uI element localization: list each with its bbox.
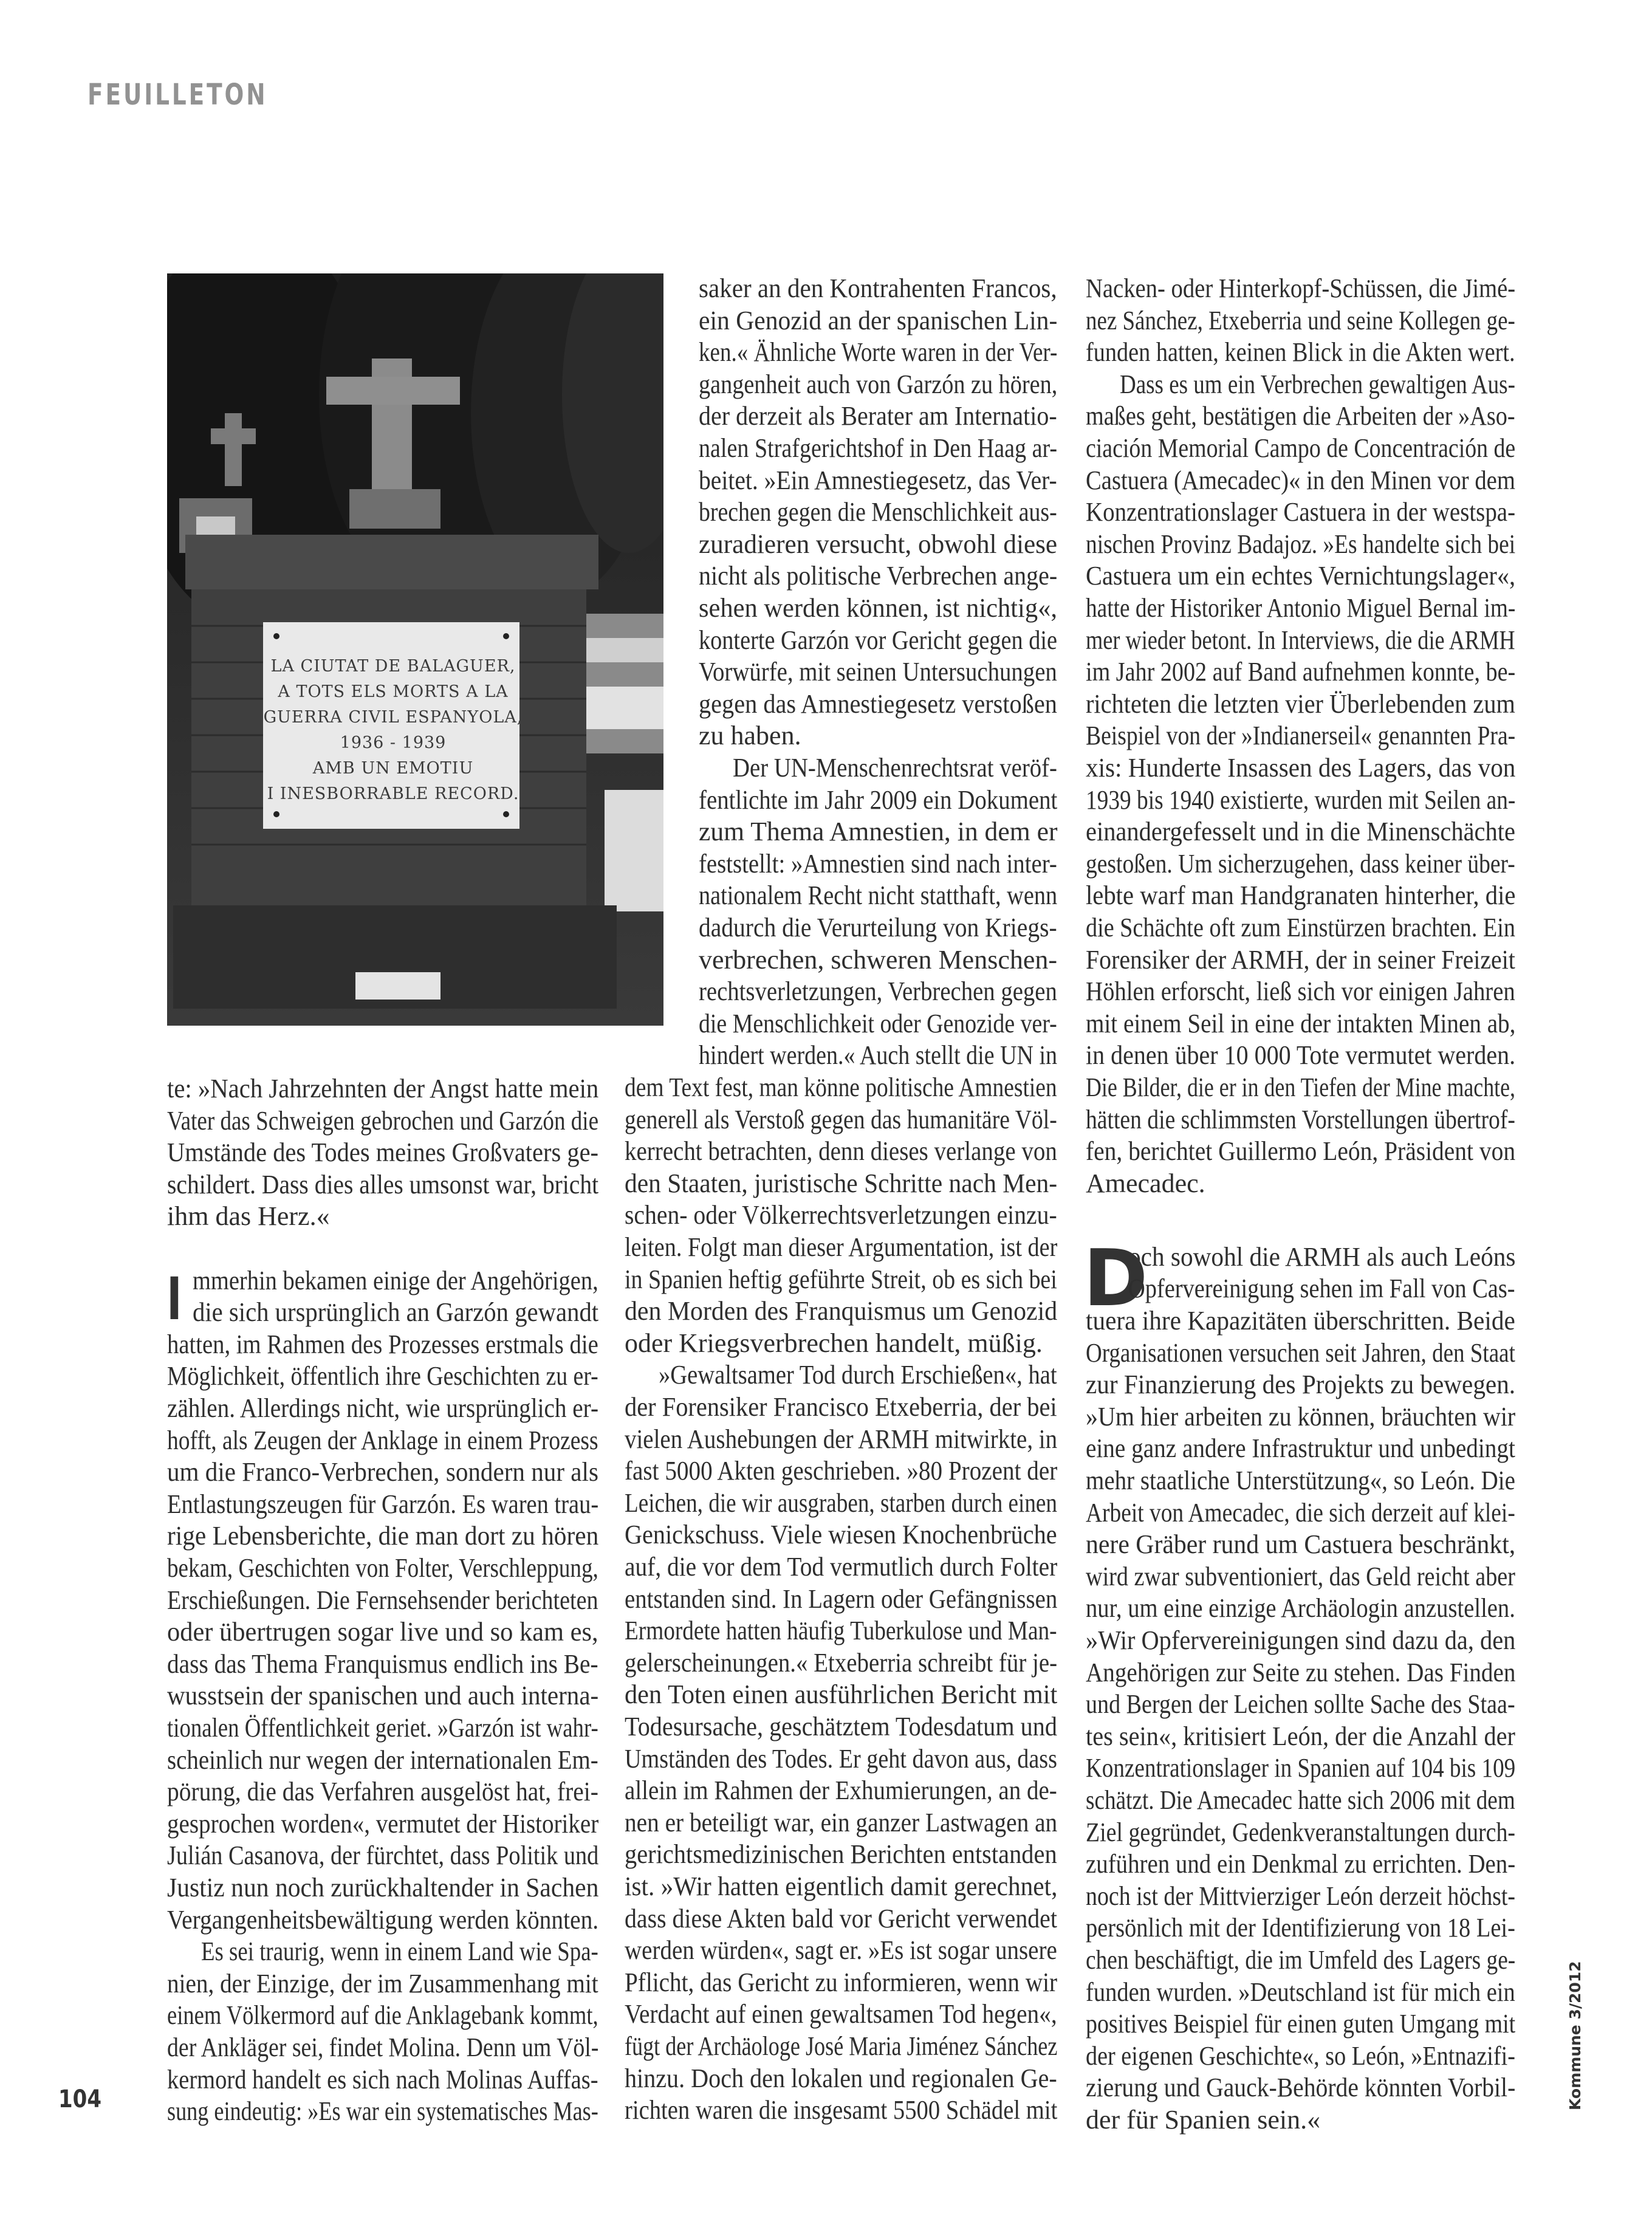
text-line: Ziel gegründet, Gedenkveranstaltungen durch- (1086, 1817, 1516, 1847)
text-line: sung eindeutig: »Es war ein systematisches Mas- (167, 2096, 598, 2127)
text-line: allein im Rahmen der Exhumierungen, an de- (625, 1775, 1057, 1806)
page-number: 104 (58, 2085, 101, 2113)
text-line: den Toten einen ausführlichen Bericht mit (625, 1679, 1058, 1710)
text-line: hinzu. Doch den lokalen und regionalen Ge- (625, 2063, 1057, 2093)
text-line: verbrechen, schweren Menschen- (699, 944, 1058, 975)
text-line: gegen das Amnestiegesetz verstoßen (699, 688, 1057, 719)
text-line: Todesursache, geschätztem Todesdatum und (625, 1712, 1057, 1741)
text-line: kerrecht betrachten, denn dieses verlange von (625, 1136, 1057, 1167)
text-line: dadurch die Verurteilung von Kriegs- (699, 913, 1057, 942)
text-line: zuführen und ein Denkmal zu errichten. Den- (1086, 1849, 1516, 1879)
text-line: zu haben. (699, 721, 801, 751)
text-line: hatten, im Rahmen des Prozesses erstmals die (167, 1329, 598, 1359)
text-line: mehr staatliche Unterstützung«, so León. Die (1086, 1465, 1515, 1495)
text-line: mmerhin bekamen einige der Angehörigen, (193, 1265, 598, 1295)
text-line: und Bergen der Leichen sollte Sache des Staa- (1086, 1689, 1515, 1720)
text-line: nationalem Recht nicht statthaft, wenn (699, 880, 1058, 911)
plaque-line: LA CIUTAT DE BALAGUER, (270, 657, 516, 676)
text-line: xis: Hunderte Insassen des Lagers, das von (1086, 753, 1516, 783)
text-line: den Morden des Franquismus um Genozid (625, 1296, 1058, 1326)
text-line: generell als Verstoß gegen das humanitäre Völ- (625, 1104, 1057, 1134)
text-line: auf, die vor dem Tod vermutlich durch Folter (625, 1552, 1058, 1582)
text-line: gerichtsmedizinischen Berichten entstanden (625, 1839, 1057, 1870)
text-line: die Menschlichkeit oder Genozide ver- (699, 1008, 1057, 1038)
text-line: fügt der Archäologe José Maria Jiménez Sánchez (625, 2031, 1058, 2061)
text-line: werden würden«, sagt er. »Es ist sogar unsere (625, 1935, 1057, 1966)
text-line: zierung und Gauck-Behörde könnten Vorbil- (1086, 2073, 1516, 2103)
cemetery-photo-illustration (167, 273, 663, 1026)
text-line: chen beschäftigt, die im Umfeld des Lagers ge- (1086, 1944, 1516, 1975)
text-line: richteten die letzten vier Überlebenden zum (1086, 688, 1515, 719)
plaque-line: GUERRA CIVIL ESPANYOLA, (263, 708, 523, 727)
text-line: nicht als politische Verbrechen ange- (699, 561, 1058, 591)
text-line: wird zwar subventioniert, das Geld reicht aber (1086, 1561, 1515, 1591)
issue-label: Kommune 3/2012 (1566, 1961, 1584, 2110)
text-line: tes sein«, kritisiert León, der die Anzahl der (1086, 1721, 1515, 1751)
text-line: funden hatten, keinen Blick in die Akten wert. (1086, 337, 1515, 368)
text-line: wusstsein der spanischen und auch interna- (167, 1681, 599, 1711)
text-line: Es sei traurig, wenn in einem Land wie Spa- (201, 1936, 598, 1967)
text-line: ein Genozid an der spanischen Lin- (699, 305, 1058, 335)
memorial-photo (167, 273, 663, 1026)
text-line: nischen Provinz Badajoz. »Es handelte sich bei (1086, 529, 1516, 559)
text-line: der eigenen Geschichte«, so León, »Entnazifi- (1086, 2040, 1515, 2071)
text-line: hätten die schlimmsten Vorstellungen übertrof- (1086, 1104, 1515, 1134)
text-line: Arbeit von Amecadec, die sich derzeit auf klei- (1086, 1497, 1515, 1528)
plaque-line: A TOTS ELS MORTS A LA (278, 682, 509, 701)
text-line: ihm das Herz.« (167, 1201, 330, 1232)
text-line: funden wurden. »Deutschland ist für mich ein (1086, 1977, 1515, 2007)
text-line: Nacken- oder Hinterkopf-Schüssen, die Jimé- (1086, 273, 1516, 303)
text-line: Konzentrationslager in Spanien auf 104 bis 109 (1086, 1753, 1516, 1783)
text-line: Angehörigen zur Seite zu stehen. Das Finden (1086, 1657, 1516, 1687)
text-line: 1939 bis 1940 existierte, wurden mit Seilen an- (1086, 784, 1516, 815)
text-line: zählen. Allerdings nicht, wie ursprünglich er- (167, 1393, 599, 1423)
text-line: Umständen des Todes. Er geht davon aus, dass (625, 1743, 1057, 1774)
text-line: beitet. »Ein Amnestiegesetz, das Ver- (699, 465, 1057, 495)
drop-cap: I (166, 1264, 182, 1333)
text-line: noch ist der Mittvierziger León derzeit höchst- (1086, 1881, 1516, 1911)
text-line: Julián Casanova, der fürchtet, dass Politik und (167, 1840, 599, 1871)
text-line: vielen Aushebungen der ARMH mitwirkte, in (625, 1424, 1058, 1454)
text-line: persönlich mit der Identifizierung von 18 Lei- (1086, 1913, 1515, 1943)
text-line: gangenheit auch von Garzón zu hören, (699, 369, 1058, 399)
drop-cap: D (1083, 1233, 1148, 1324)
text-line: Beispiel von der »Indianerseil« genannten Pra- (1086, 721, 1516, 751)
text-line: zum Thema Amnestien, in dem er (699, 817, 1058, 847)
plaque-line: AMB UN EMOTIU (312, 759, 474, 778)
text-line: entstanden sind. In Lagern oder Gefängnissen (625, 1583, 1058, 1614)
text-line: gelerscheinungen.« Etxeberria schreibt für je- (625, 1647, 1058, 1678)
text-line: dass das Thema Franquismus endlich ins Be- (167, 1648, 598, 1679)
text-line: Vater das Schweigen gebrochen und Garzón die (167, 1105, 599, 1136)
text-line: leiten. Folgt man dieser Argumentation, ist der (625, 1232, 1058, 1262)
text-line: einem Völkermord auf die Anklagebank kommt, (167, 2000, 598, 2031)
text-line: der Forensiker Francisco Etxeberria, der bei (625, 1392, 1057, 1422)
text-line: nalen Strafgerichtshof in Den Haag ar- (699, 433, 1058, 463)
text-line: nur, um eine einzige Archäologin anzustellen. (1086, 1593, 1515, 1624)
text-line: in denen über 10 000 Tote vermutet werden. (1086, 1040, 1516, 1071)
text-line: Vorwürfe, mit seinen Untersuchungen (699, 657, 1057, 687)
text-line: Umstände des Todes meines Großvaters ge- (167, 1137, 599, 1168)
text-line: gesprochen worden«, vermutet der Historiker (167, 1808, 599, 1839)
text-line: Die Bilder, die er in den Tiefen der Mine machte, (1086, 1072, 1516, 1102)
text-line: nien, der Einzige, der im Zusammenhang mit (167, 1968, 598, 1998)
text-line: mer wieder betont. In Interviews, die die ARMH (1086, 625, 1515, 655)
text-line: richten waren die insgesamt 5500 Schädel mit (625, 2095, 1058, 2125)
text-line: Justiz nun noch zurückhaltender in Sachen (167, 1873, 599, 1902)
text-line: mit einem Seil in eine der intakten Minen ab, (1086, 1008, 1516, 1038)
text-line: oder Kriegsverbrechen handelt, müßig. (625, 1328, 1043, 1358)
text-line: fen, berichtet Guillermo León, Präsident von (1086, 1136, 1516, 1167)
text-line: Dass es um ein Verbrechen gewaltigen Aus- (1120, 369, 1515, 399)
text-line: feststellt: »Amnestien sind nach inter- (699, 848, 1057, 879)
text-line: Entlastungszeugen für Garzón. Es waren trau- (167, 1489, 599, 1519)
plaque-line: 1936 - 1939 (340, 733, 447, 752)
text-line: Höhlen erforscht, ließ sich vor einigen Jahren (1086, 976, 1515, 1007)
text-line: ciación Memorial Campo de Concentración de (1086, 433, 1516, 463)
text-line: fast 5000 Akten geschrieben. »80 Prozent der (625, 1456, 1058, 1486)
text-line: nen er beteiligt war, ein ganzer Lastwagen an (625, 1807, 1058, 1837)
text-line: tionalen Öffentlichkeit geriet. »Garzón ist wahr- (167, 1713, 598, 1743)
text-line: dem Text fest, man könne politische Amnestien (625, 1072, 1057, 1102)
plaque-line: I INESBORRABLE RECORD. (267, 784, 519, 803)
text-line: scheinlich nur wegen der internationalen Em- (167, 1744, 598, 1775)
text-line: schätzt. Die Amecadec hatte sich 2006 mit dem (1086, 1785, 1515, 1815)
text-line: pörung, die das Verfahren ausgelöst hat, frei- (167, 1777, 598, 1807)
text-line: der derzeit als Berater am Internatio- (699, 401, 1057, 431)
text-line: sehen werden können, ist nichtig«, (699, 593, 1057, 623)
text-line: Pflicht, das Gericht zu informieren, wenn wir (625, 1967, 1058, 1997)
text-line: och sowohl die ARMH als auch Leóns (1128, 1241, 1516, 1272)
text-line: »Gewaltsamer Tod durch Erschießen«, hat (659, 1360, 1057, 1390)
text-line: Erschießungen. Die Fernsehsender berichteten (167, 1585, 598, 1615)
text-line: die sich ursprünglich an Garzón gewandt (193, 1297, 599, 1328)
section-label: FEUILLETON (87, 78, 268, 112)
text-line: hofft, als Zeugen der Anklage in einem Prozess (167, 1425, 598, 1455)
text-line: die Schächte oft zum Einstürzen brachten. Ein (1086, 913, 1515, 942)
text-line: te: »Nach Jahrzehnten der Angst hatte mein (167, 1074, 599, 1103)
text-line: Castuera um ein echtes Vernichtungslager«, (1086, 561, 1516, 591)
text-line: rechtsverletzungen, Verbrechen gegen (699, 976, 1057, 1007)
text-line: in Spanien heftig geführte Streit, ob es sich bei (625, 1264, 1057, 1294)
text-line: den Staaten, juristische Schritte nach Men- (625, 1168, 1058, 1198)
text-line: Vergangenheitsbewältigung werden könnten. (167, 1904, 599, 1935)
text-line: Möglichkeit, öffentlich ihre Geschichten zu er- (167, 1361, 598, 1391)
text-line: schen- oder Völkerrechtsverletzungen einzu- (625, 1200, 1057, 1230)
text-line: lebte warf man Handgranaten hinterher, die (1086, 880, 1516, 911)
text-line: maßes geht, bestätigen die Arbeiten der »Aso- (1086, 401, 1515, 431)
text-line: ken.« Ähnliche Worte waren in der Ver- (699, 337, 1058, 368)
text-line: um die Franco-Verbrechen, sondern nur als (167, 1457, 598, 1487)
text-line: ist. »Wir hatten eigentlich damit gerechnet, (625, 1871, 1058, 1901)
text-line: hatte der Historiker Antonio Miguel Bernal im- (1086, 593, 1516, 623)
text-line: Ermordete hatten häufig Tuberkulose und Man- (625, 1616, 1057, 1646)
text-line: eine ganz andere Infrastruktur und unbedingt (1086, 1433, 1515, 1464)
text-line: Konzentrationslager Castuera in der westspa- (1086, 497, 1516, 527)
text-line: nere Gräber rund um Castuera beschränkt, (1086, 1529, 1516, 1560)
text-line: bekam, Geschichten von Folter, Verschleppung, (167, 1553, 598, 1583)
text-line: Verdacht auf einen gewaltsamen Tod hegen«, (625, 1999, 1057, 2029)
text-line: positives Beispiel für einen guten Umgang mit (1086, 2009, 1516, 2039)
text-line: saker an den Kontrahenten Francos, (699, 273, 1057, 303)
text-line: nez Sánchez, Etxeberria und seine Kollegen ge- (1086, 305, 1515, 335)
text-line: Castuera (Amecadec)« in den Minen vor dem (1086, 465, 1515, 495)
text-line: Amecadec. (1086, 1168, 1205, 1198)
text-line: »Wir Opfervereinigungen sind dazu da, den (1086, 1625, 1516, 1655)
text-line: der Ankläger sei, findet Molina. Denn um Völ- (167, 2032, 599, 2062)
text-line: der für Spanien sein.« (1086, 2104, 1321, 2135)
text-line: tuera ihre Kapazitäten überschritten. Beide (1086, 1305, 1515, 1336)
text-line: brechen gegen die Menschlichkeit aus- (699, 497, 1057, 527)
text-line: fentlichte im Jahr 2009 ein Dokument (699, 784, 1058, 815)
text-line: Opfervereinigung sehen im Fall von Cas- (1128, 1274, 1515, 1304)
text-line: rige Lebensberichte, die man dort zu hören (167, 1521, 599, 1551)
text-line: »Um hier arbeiten zu können, bräuchten wir (1086, 1401, 1516, 1432)
text-line: kermord handelt es sich nach Molinas Auffas- (167, 2064, 598, 2094)
text-line: schildert. Dass dies alles umsonst war, bricht (167, 1169, 599, 1199)
text-line: zur Finanzierung des Projekts zu bewegen. (1086, 1370, 1516, 1400)
text-line: zuradieren versucht, obwohl diese (699, 529, 1058, 559)
text-line: hindert werden.« Auch stellt die UN in (699, 1040, 1058, 1071)
text-line: gestoßen. Um sicherzugehen, dass keiner über- (1086, 848, 1515, 879)
text-line: Forensiker der ARMH, der in seiner Freizeit (1086, 944, 1515, 975)
text-line: konterte Garzón vor Gericht gegen die (699, 625, 1058, 655)
text-line: Der UN-Menschenrechtsrat veröf- (733, 753, 1057, 783)
text-line: Organisationen versuchen seit Jahren, den Staat (1086, 1337, 1515, 1368)
text-line: Leichen, die wir ausgraben, starben durch einen (625, 1487, 1057, 1518)
text-line: im Jahr 2002 auf Band aufnehmen konnte, be- (1086, 657, 1516, 687)
text-line: Genickschuss. Viele wiesen Knochenbrüche (625, 1520, 1057, 1550)
text-line: dass diese Akten bald vor Gericht verwendet (625, 1903, 1057, 1933)
text-line: oder übertrugen sogar live und so kam es, (167, 1617, 598, 1647)
text-line: einandergefesselt und in die Minenschächte (1086, 817, 1515, 847)
